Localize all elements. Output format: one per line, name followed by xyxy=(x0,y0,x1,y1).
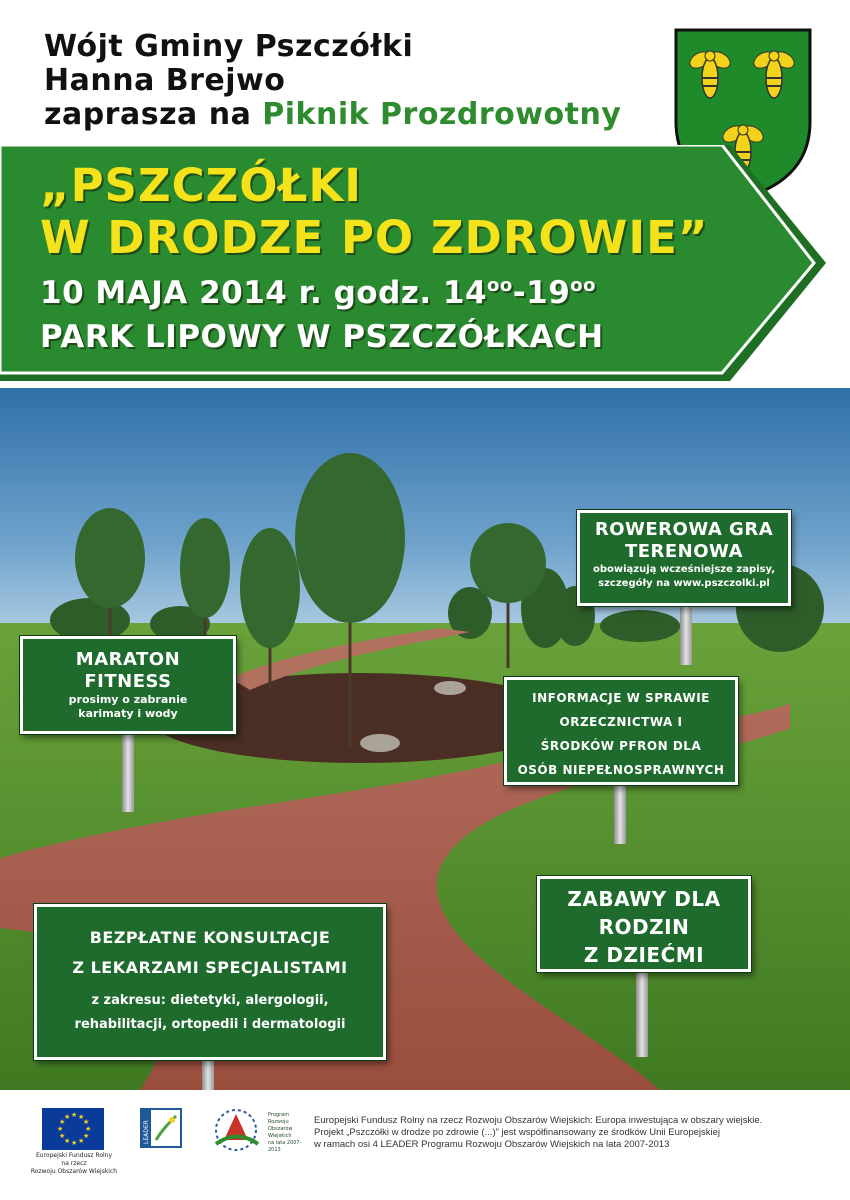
footer xyxy=(0,1090,850,1200)
svg-text:★: ★ xyxy=(83,1118,90,1126)
funding-statement-line3: w ramach osi 4 LEADER Programu Rozwoju Obszarów Wiejskich na lata 2007-2013 xyxy=(314,1139,670,1150)
svg-text:★: ★ xyxy=(78,1113,85,1121)
svg-text:★: ★ xyxy=(83,1132,90,1140)
sign-bike-title-line1: ROWEROWA GRA xyxy=(594,519,774,540)
header-line-wojt: Wójt Gminy Pszczółki xyxy=(44,29,414,64)
event-date-main: 10 MAJA 2014 r. godz. 14 xyxy=(40,275,488,311)
sign-consult-line2: Z LEKARZAMI SPECJALISTAMI xyxy=(72,958,348,977)
sign-consult-line3: z zakresu: dietetyki, alergologii, xyxy=(91,993,329,1008)
sign-family-games xyxy=(537,876,751,972)
event-date-sup-start: oo xyxy=(487,275,513,296)
sign-marathon-note-line2: karimaty i wody xyxy=(78,707,178,720)
eu-fund-caption xyxy=(22,1152,126,1176)
sign-marathon xyxy=(20,636,236,734)
leader-logo-text: LEADER xyxy=(143,1120,150,1144)
sign-info-line4: OSÓB NIEPEŁNOSPRAWNYCH xyxy=(517,763,725,777)
event-place: PARK LIPOWY W PSZCZÓŁKACH xyxy=(40,319,604,355)
sign-pole xyxy=(680,605,692,665)
sign-pole xyxy=(636,972,648,1057)
sign-free-consultations xyxy=(34,904,386,1060)
prow-caption-line4: Wiejskich xyxy=(268,1133,292,1139)
eu-caption-line2: na rzecz xyxy=(61,1160,87,1167)
funding-statement xyxy=(314,1115,834,1151)
svg-text:★: ★ xyxy=(64,1137,71,1145)
sign-marathon-title-line2: FITNESS xyxy=(84,671,172,692)
svg-text:★: ★ xyxy=(71,1139,78,1147)
svg-text:★: ★ xyxy=(64,1113,71,1121)
eu-caption-line1: Europejski Fundusz Rolny xyxy=(35,1152,113,1159)
header-line-name: Hanna Brejwo xyxy=(44,63,286,98)
svg-text:★: ★ xyxy=(59,1118,66,1126)
prow-caption-line5: na lata 2007-2013 xyxy=(268,1140,302,1153)
svg-text:★: ★ xyxy=(71,1111,78,1119)
funding-statement-line1: Europejski Fundusz Rolny na rzecz Rozwoju Obszarów Wiejskich: Europa inwestująca w obszary wiejskie. xyxy=(314,1115,763,1126)
svg-text:★: ★ xyxy=(59,1132,66,1140)
sign-family-line2: RODZIN xyxy=(598,915,690,939)
banner-text xyxy=(40,160,708,359)
funding-statement-line2: Projekt „Pszczółki w drodze po zdrowie (...)” jest współfinansowany ze środków Unii Europejskiej xyxy=(314,1127,721,1138)
sign-pole xyxy=(614,784,626,844)
sign-marathon-note-line1: prosimy o zabranie xyxy=(68,693,188,706)
event-date-end: -19 xyxy=(512,275,571,311)
eu-flag-icon xyxy=(42,1108,104,1150)
sign-pole xyxy=(122,732,134,812)
header-line-invite xyxy=(44,98,621,132)
sign-family-line3: Z DZIEĆMI xyxy=(583,943,705,967)
leader-logo-icon xyxy=(140,1108,182,1148)
sign-bike-title-line2: TERENOWA xyxy=(624,541,744,562)
sign-consult-line4: rehabilitacji, ortopedii i dermatologii xyxy=(74,1017,346,1032)
sign-info-line2: ORZECZNICTWA I xyxy=(559,715,683,729)
sign-consult-line1: BEZPŁATNE KONSULTACJE xyxy=(89,928,331,947)
event-title-line1: „PSZCZÓŁKI xyxy=(40,159,363,212)
prow-caption xyxy=(268,1112,310,1154)
sign-bike-note-line2: szczegóły na www.pszczolki.pl xyxy=(598,578,770,589)
sign-info-line3: ŚRODKÓW PFRON DLA xyxy=(540,739,702,753)
sign-bike-game xyxy=(577,510,791,606)
header-invite-prefix: zaprasza na xyxy=(44,97,263,132)
sign-pole xyxy=(202,1060,214,1090)
svg-text:★: ★ xyxy=(78,1137,85,1145)
event-title-line2: W DRODZE PO ZDROWIE” xyxy=(40,211,709,264)
sign-pfron-info xyxy=(504,677,738,785)
event-date xyxy=(40,264,708,315)
prow-caption-line2: Rozwoju xyxy=(268,1119,289,1125)
eu-caption-line3: Rozwoju Obszarów Wiejskich xyxy=(30,1168,118,1175)
svg-text:★: ★ xyxy=(85,1125,92,1133)
prow-caption-line3: Obszarów xyxy=(268,1126,293,1132)
prow-logo-icon xyxy=(206,1102,268,1152)
svg-text:★: ★ xyxy=(57,1125,64,1133)
sign-family-line1: ZABAWY DLA xyxy=(567,887,721,911)
header-event-name: Piknik Prozdrowotny xyxy=(262,97,622,132)
sign-marathon-title-line1: MARATON xyxy=(75,649,181,670)
prow-caption-line1: Program xyxy=(268,1112,290,1118)
sign-bike-note-line1: obowiązują wcześniejsze zapisy, xyxy=(592,564,776,575)
sign-info-line1: INFORMACJE W SPRAWIE xyxy=(532,691,710,705)
header-text xyxy=(44,30,621,132)
event-date-sup-end: oo xyxy=(570,275,597,296)
